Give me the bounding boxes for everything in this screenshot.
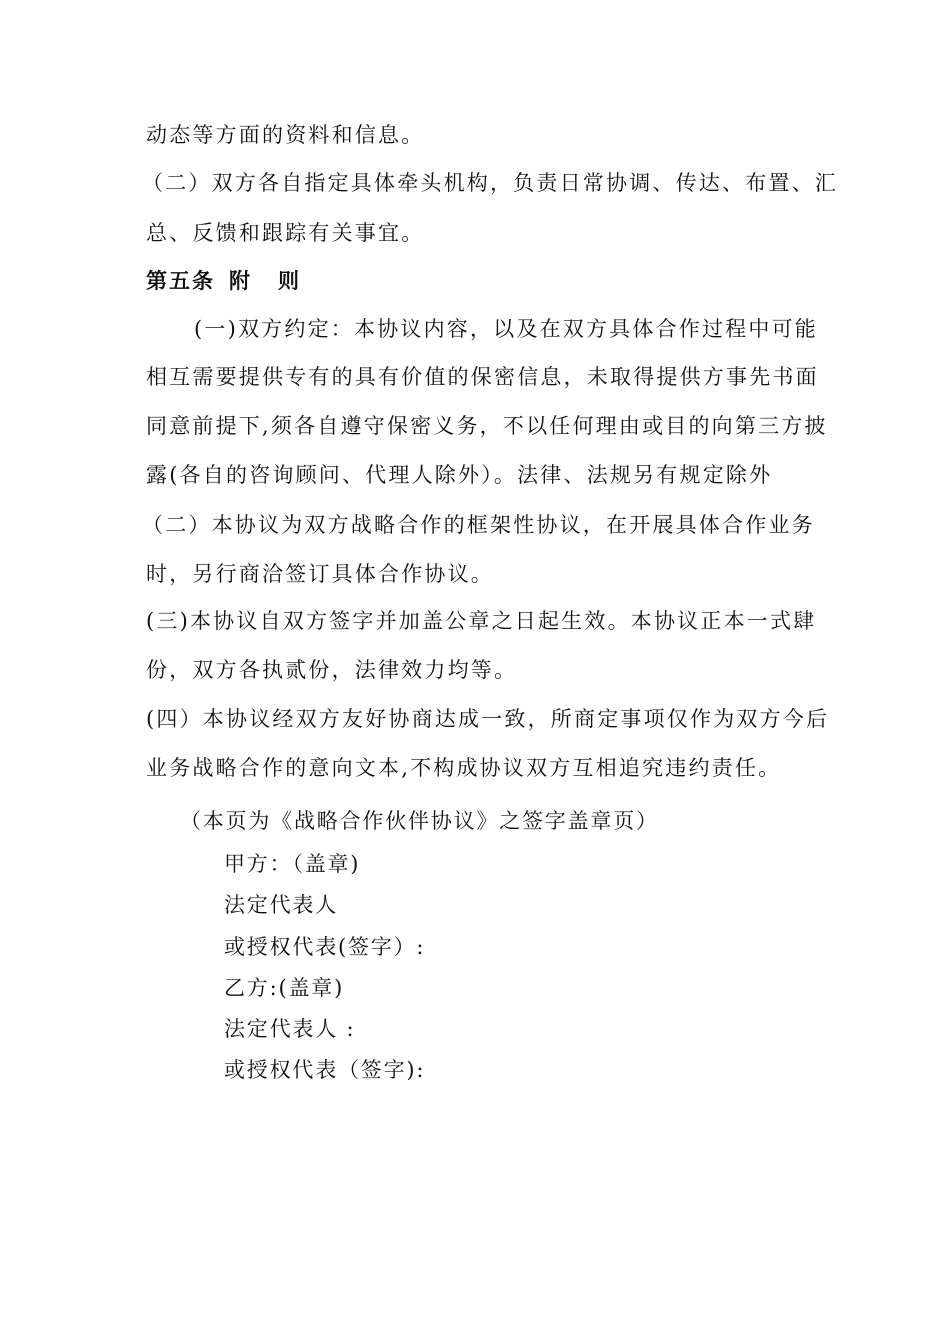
clause-line: 时，另行商洽签订具体合作协议。: [146, 562, 494, 586]
clause-line: 份，双方各执贰份，法律效力均等。: [146, 658, 518, 682]
party-b-authorized-rep: 或授权代表（签字):: [224, 1058, 426, 1082]
clause-line: （二）本协议为双方战略合作的框架性协议，在开展具体合作业务: [142, 513, 815, 537]
article-number: 第五条: [146, 269, 215, 293]
clause-line: 同意前提下,须各自遵守保密义务，不以任何理由或目的向第三方披: [146, 414, 828, 438]
party-a-authorized-rep: 或授权代表(签字）:: [224, 935, 426, 959]
article-title-part: 附: [229, 269, 252, 293]
clause-line: 相互需要提供专有的具有价值的保密信息，未取得提供方事先书面: [146, 365, 819, 389]
party-a-legal-rep: 法定代表人: [224, 893, 338, 917]
clause-line: 业务战略合作的意向文本,不构成协议双方互相追究违约责任。: [146, 756, 782, 780]
clause-line: (四）本协议经双方友好协商达成一致，所商定事项仅作为双方今后: [146, 707, 830, 731]
paragraph-line: 总、反馈和跟踪有关事宜。: [146, 221, 425, 245]
paragraph-line: （二）双方各自指定具体牵头机构，负责日常协调、传达、布置、汇: [142, 171, 838, 195]
clause-line: (一)双方约定：本协议内容，以及在双方具体合作过程中可能: [194, 317, 818, 341]
clause-line: 露(各自的咨询顾问、代理人除外）。法律、法规另有规定除外: [146, 463, 773, 487]
party-a-seal: 甲方：（盖章): [224, 852, 361, 876]
party-b-legal-rep: 法定代表人 :: [224, 1017, 356, 1041]
article-heading: [146, 266, 301, 296]
paragraph-line: 动态等方面的资料和信息。: [146, 123, 425, 147]
clause-line: (三)本协议自双方签字并加盖公章之日起生效。本协议正本一式肆: [146, 609, 817, 633]
party-b-seal: 乙方:(盖章): [224, 976, 345, 1000]
signature-page-note: （本页为《战略合作伙伴协议》之签字盖章页）: [180, 809, 659, 833]
article-title-part: 则: [278, 269, 301, 293]
